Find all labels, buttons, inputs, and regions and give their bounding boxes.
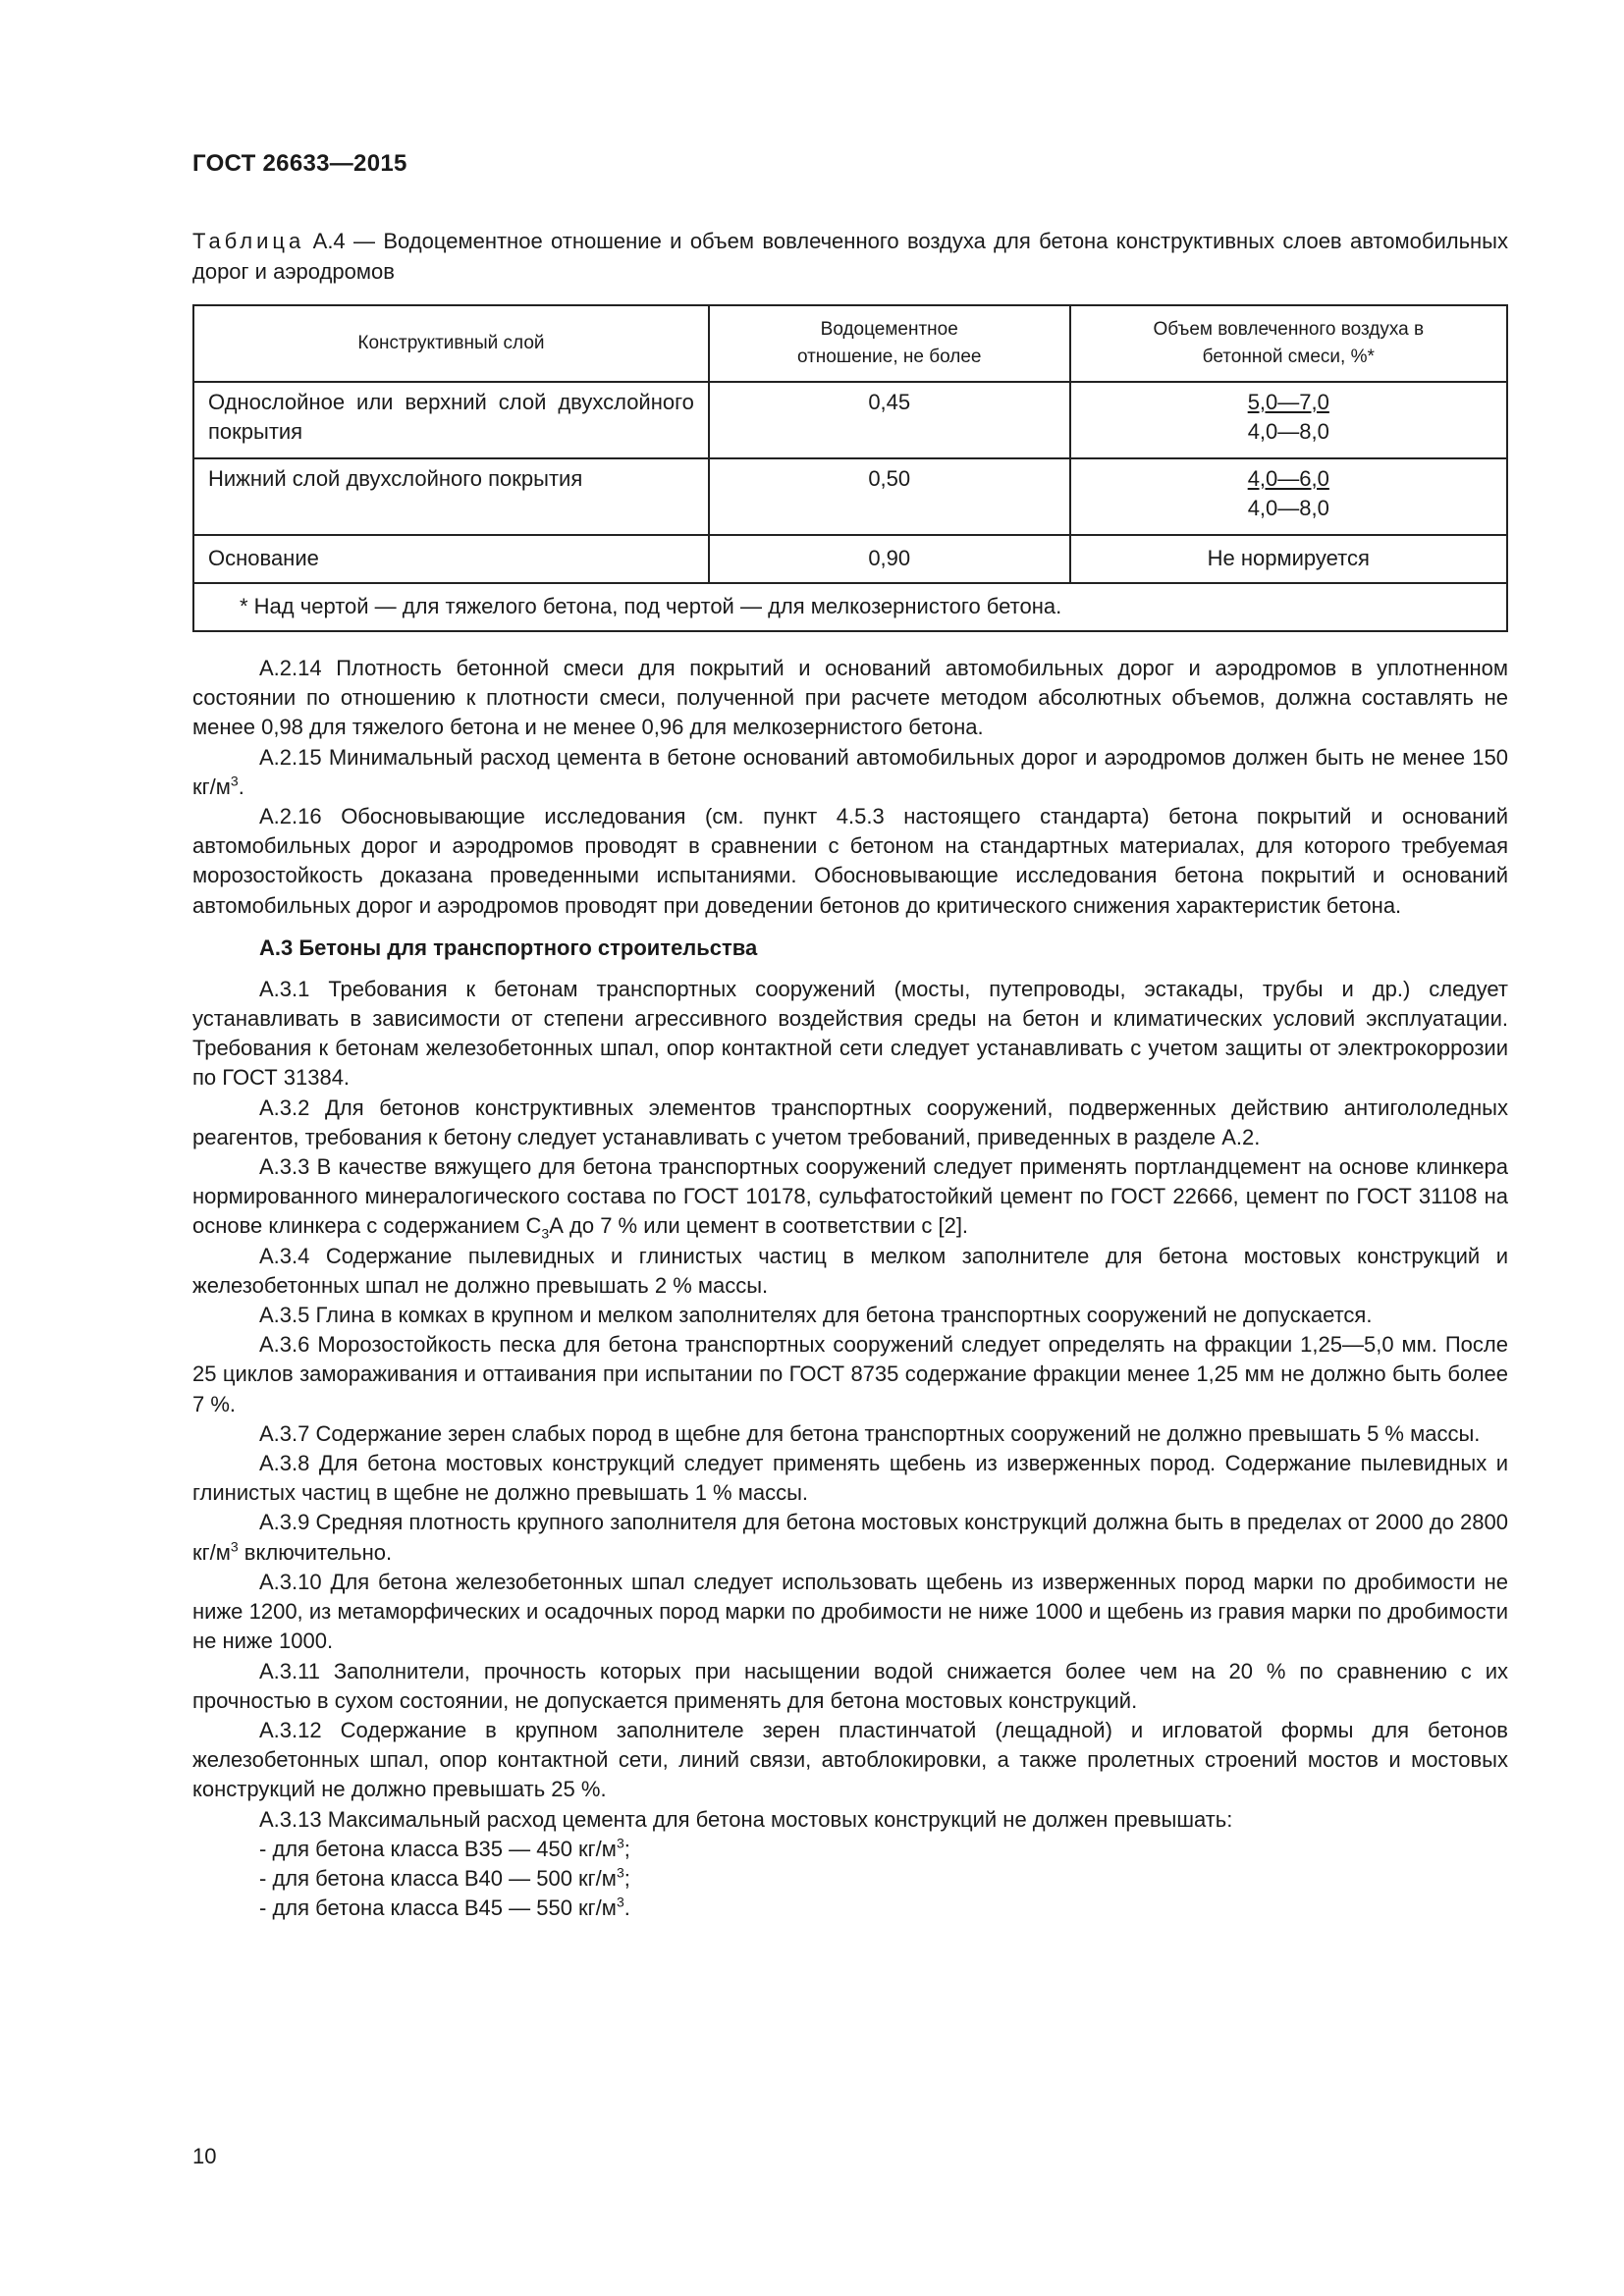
column-header: Водоцементное отношение, не более: [709, 305, 1070, 382]
paragraph-text: включительно.: [238, 1539, 393, 1565]
layer-cell: Основание: [193, 535, 709, 583]
air-fine-value: 4,0—8,0: [1247, 496, 1329, 520]
paragraph-a3-2: А.3.2 Для бетонов конструктивных элементов транспортных сооружений, подверженных действию антигололедных реагентов, требования к бетону следует устанавливать с учетом требований, приведенных в разделе А.2.: [192, 1095, 1508, 1149]
paragraph-a3-6: А.3.6 Морозостойкость песка для бетона транспортных сооружений следует определять на фракции 1,25—5,0 мм. После 25 циклов замораживания и оттаивания при испытании по ГОСТ 8735 содержание фракции менее 1,25 мм не должно быть более 7 %.: [192, 1332, 1508, 1416]
paragraph-a3-13: А.3.13 Максимальный расход цемента для бетона мостовых конструкций не должен превышать:: [259, 1806, 1233, 1832]
list-item-text: - для бетона класса В40 — 500 кг/м: [259, 1865, 617, 1891]
paragraph-a3-12: А.3.12 Содержание в крупном заполнителе зерен пластинчатой (лещадной) и игловатой формы для бетонов железобетонных шпал, опор контактной сети, линий связи, автоблокировки, а также пролетных строений мостов и мостовых конструкций не должно превышать 25 %.: [192, 1717, 1508, 1802]
table-row: [193, 382, 1507, 458]
list-item-end: .: [623, 1896, 630, 1921]
air-cell: Не нормируется: [1070, 535, 1507, 583]
paragraph-a3-1: А.3.1 Требования к бетонам транспортных сооружений (мосты, путепроводы, эстакады, трубы и др.) следует устанавливать в зависимости от степени агрессивного воздействия среды на бетон и климатических условий эксплуатации. Требования к бетонам железобетонных шпал, опор контактной сети следует устанавливать с учетом защиты от электрокоррозии по ГОСТ 31384.: [192, 976, 1508, 1091]
table-caption-label: Таблица: [192, 229, 305, 253]
paragraph-text: А.3.9 Средняя плотность крупного заполнителя для бетона мостовых конструкций должна быть в пределах от 2000 до 2800 кг/м: [192, 1510, 1508, 1565]
superscript: 3: [230, 1538, 239, 1555]
paragraph-text: А.2.15 Минимальный расход цемента в бетоне оснований автомобильных дорог и аэродромов должен быть не менее 150 кг/м: [192, 744, 1508, 799]
paragraph-a3-5: А.3.5 Глина в комках в крупном и мелком заполнителях для бетона транспортных сооружений не допускается.: [259, 1303, 1373, 1328]
air-fine-value: 4,0—8,0: [1247, 419, 1329, 444]
superscript: 3: [616, 1835, 624, 1851]
air-heavy-value: 4,0—6,0: [1247, 466, 1329, 491]
paragraph-a3-7: А.3.7 Содержание зерен слабых пород в щебне для бетона транспортных сооружений не должно превышать 5 % массы.: [259, 1420, 1481, 1446]
section-heading-a3: А.3 Бетоны для транспортного строительства: [259, 934, 758, 960]
table-footnote-row: [193, 583, 1507, 631]
table-row: [193, 535, 1507, 583]
list-item-text: - для бетона класса В45 — 550 кг/м: [259, 1896, 617, 1921]
table-header-row: [193, 305, 1507, 382]
table-row: [193, 458, 1507, 535]
list-item: [192, 1894, 1508, 1923]
superscript: 3: [616, 1864, 624, 1881]
superscript: 3: [230, 773, 239, 789]
paragraph-text: .: [238, 774, 244, 799]
air-cell: [1070, 458, 1507, 535]
paragraph-a3-4: А.3.4 Содержание пылевидных и глинистых частиц в мелком заполнителе для бетона мостовых конструкций и железобетонных шпал не должно превышать 2 % массы.: [192, 1243, 1508, 1298]
list-item-end: ;: [623, 1865, 630, 1891]
document-body: [192, 654, 1508, 1923]
paragraph-a2-16: А.2.16 Обосновывающие исследования (см. пункт 4.5.3 настоящего стандарта) бетона покрытий и оснований автомобильных дорог и аэродромов проводят в сравнении с бетоном на стандартных материалах, для которого требуемая морозостойкость доказана проведенными испытаниями. Обосновывающие исследования бетона покрытий и оснований автомобильных дорог и аэродромов проводят при доведении бетонов до критического снижения характеристик бетона.: [192, 804, 1508, 918]
list-item: [192, 1835, 1508, 1864]
column-header: Конструктивный слой: [193, 305, 709, 382]
water-cement-table: [192, 304, 1508, 632]
paragraph-a3-9: [192, 1508, 1508, 1567]
standard-header: ГОСТ 26633—2015: [192, 150, 407, 177]
column-header: Объем вовлеченного воздуха в бетонной смеси, %*: [1070, 305, 1507, 382]
list-item-end: ;: [623, 1836, 630, 1861]
layer-cell: Однослойное или верхний слой двухслойного покрытия: [193, 382, 709, 458]
paragraph-a2-15: [192, 743, 1508, 802]
page-number: 10: [192, 2144, 217, 2168]
table-caption: [192, 226, 1508, 287]
subscript: 3: [541, 1225, 550, 1242]
paragraph-a3-3: [192, 1152, 1508, 1242]
list-item: [192, 1864, 1508, 1894]
paragraph-a3-10: А.3.10 Для бетона железобетонных шпал следует использовать щебень из изверженных пород марки по дробимости не ниже 1200, из метаморфических и осадочных пород марки по дробимости не ниже 1000 и щебень из гравия марки по дробимости не ниже 1000.: [192, 1569, 1508, 1654]
layer-cell: Нижний слой двухслойного покрытия: [193, 458, 709, 535]
paragraph-a2-14: А.2.14 Плотность бетонной смеси для покрытий и оснований автомобильных дорог и аэродромов в уплотненном состоянии по отношению к плотности смеси, полученной при расчете методом абсолютных объемов, должна составлять не менее 0,98 для тяжелого бетона и не менее 0,96 для мелкозернистого бетона.: [192, 656, 1508, 740]
air-heavy-value: 5,0—7,0: [1247, 390, 1329, 414]
paragraph-text: А до 7 % или цемент в соответствии с [2].: [549, 1213, 969, 1239]
paragraph-text: А.3.3 В качестве вяжущего для бетона транспортных сооружений следует применять портландцемент на основе клинкера нормированного минералогического состава по ГОСТ 10178, сульфатостойкий цемент по ГОСТ 22666, цемент по ГОСТ 31108 на основе клинкера с содержанием С: [192, 1154, 1508, 1239]
superscript: 3: [616, 1894, 624, 1910]
paragraph-a3-8: А.3.8 Для бетона мостовых конструкций следует применять щебень из изверженных пород. Содержание пылевидных и глинистых частиц в щебне не должно превышать 1 % массы.: [192, 1451, 1508, 1506]
table-caption-text: А.4 — Водоцементное отношение и объем вовлеченного воздуха для бетона конструктивных слоев автомобильных дорог и аэродромов: [192, 229, 1508, 284]
wc-cell: 0,90: [709, 535, 1070, 583]
list-item-text: - для бетона класса В35 — 450 кг/м: [259, 1836, 617, 1861]
wc-cell: 0,45: [709, 382, 1070, 458]
wc-cell: 0,50: [709, 458, 1070, 535]
table-footnote: * Над чертой — для тяжелого бетона, под чертой — для мелкозернистого бетона.: [193, 583, 1507, 631]
paragraph-a3-11: А.3.11 Заполнители, прочность которых при насыщении водой снижается более чем на 20 % по сравнению с их прочностью в сухом состоянии, не допускается применять для бетона мостовых конструкций.: [192, 1658, 1508, 1713]
air-cell: [1070, 382, 1507, 458]
